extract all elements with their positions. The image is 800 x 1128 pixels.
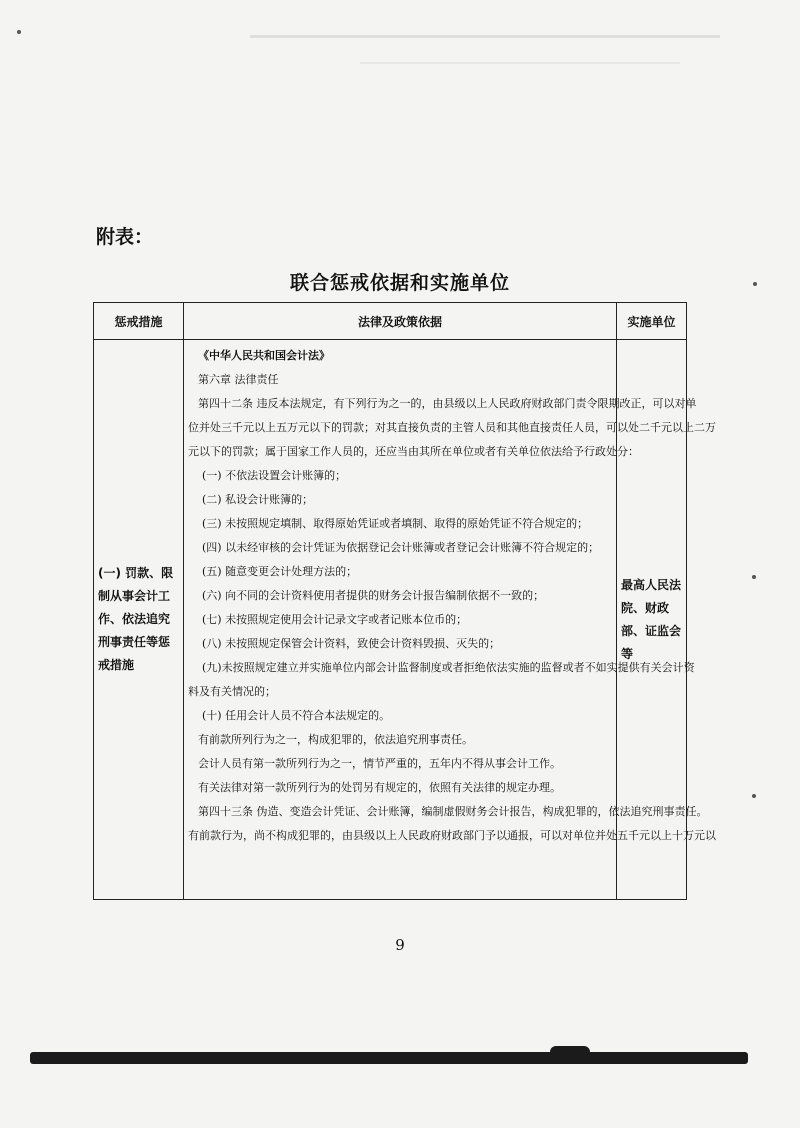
list-item: (十) 任用会计人员不符合本法规定的。 — [202, 709, 391, 722]
page-number: 9 — [395, 936, 405, 954]
table-header-row — [94, 303, 687, 340]
scan-bottom-edge-bump — [550, 1046, 590, 1062]
list-item: (四) 以未经审核的会计凭证为依据登记会计账簿或者登记会计账簿不符合规定的； — [202, 541, 600, 554]
scan-artifact — [360, 62, 680, 64]
annex-label: 附表： — [96, 226, 154, 248]
table-row — [94, 340, 687, 900]
article-text: 第四十三条 伪造、变造会计凭证、会计账簿，编制虚假财务会计报告，构成犯罪的，依法追究刑事责任。 — [198, 805, 708, 818]
header-basis: 法律及政策依据 — [184, 303, 617, 340]
list-item: (八) 未按照规定保管会计资料，致使会计资料毁损、灭失的； — [202, 637, 501, 650]
list-item: (九)未按照规定建立并实施单位内部会计监督制度或者拒绝依法实施的监督或者不如实提供有关会计资 — [202, 661, 695, 674]
article-text: 第四十二条 违反本法规定，有下列行为之一的，由县级以上人民政府财政部门责令限期改正，可以对单 — [198, 397, 697, 410]
header-measure: 惩戒措施 — [94, 303, 184, 340]
scan-dot — [17, 30, 21, 34]
punishment-table — [93, 302, 716, 900]
header-unit: 实施单位 — [617, 303, 687, 340]
list-item: (三) 未按照规定填制、取得原始凭证或者填制、取得的原始凭证不符合规定的； — [202, 517, 589, 530]
list-item: (七) 未按照规定使用会计记录文字或者记账本位币的； — [202, 613, 468, 626]
list-item: (一) 不依法设置会计账簿的； — [202, 469, 347, 482]
article-text: 有关法律对第一款所列行为的处罚另有规定的，依照有关法律的规定办理。 — [198, 781, 561, 794]
measure-cell: (一) 罚款、限制从事会计工作、依法追究刑事责任等惩戒措施 — [94, 340, 184, 900]
article-text: 有前款所列行为之一，构成犯罪的，依法追究刑事责任。 — [198, 733, 473, 746]
unit-cell: 最高人民法院、财政部、证监会等 — [617, 340, 687, 900]
list-item: (五) 随意变更会计处理方法的； — [202, 565, 358, 578]
article-text: 元以下的罚款；属于国家工作人员的，还应当由其所在单位或者有关单位依法给予行政处分： — [188, 445, 639, 458]
chapter-title: 第六章 法律责任 — [198, 373, 279, 386]
article-text: 位并处三千元以上五万元以下的罚款；对其直接负责的主管人员和其他直接责任人员，可以处二千元以上二万 — [188, 421, 716, 434]
law-title: 《中华人民共和国会计法》 — [198, 349, 330, 362]
scan-bottom-edge — [30, 1052, 748, 1064]
article-text: 有前款行为，尚不构成犯罪的，由县级以上人民政府财政部门予以通报，可以对单位并处五千元以上十万元以 — [188, 829, 716, 842]
article-text: 会计人员有第一款所列行为之一，情节严重的，五年内不得从事会计工作。 — [198, 757, 561, 770]
scan-dot — [752, 575, 756, 579]
document-title: 联合惩戒依据和实施单位 — [289, 272, 510, 294]
scan-dot — [752, 794, 756, 798]
scan-artifact — [250, 35, 720, 38]
list-item: (二) 私设会计账簿的； — [202, 493, 314, 506]
list-item-continued: 料及有关情况的； — [188, 685, 276, 698]
list-item: (六) 向不同的会计资料使用者提供的财务会计报告编制依据不一致的； — [202, 589, 545, 602]
